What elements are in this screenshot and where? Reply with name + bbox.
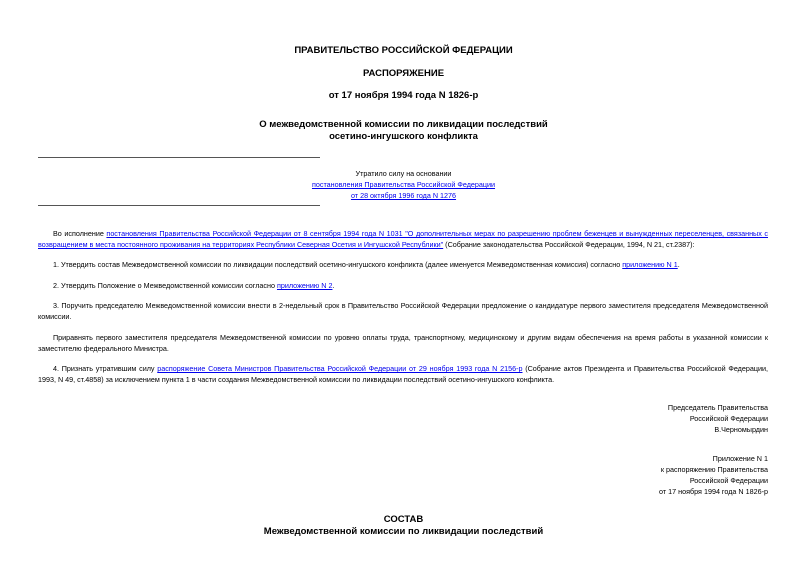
paragraph-item-4 (38, 363, 768, 385)
appendix-1-link[interactable]: приложению N 1 (622, 260, 678, 269)
document-title-line2: осетино-ингушского конфликта (329, 131, 478, 142)
decree-1031-link[interactable]: постановления Правительства Российской Федерации от 8 сентября 1994 года N 1031 "О дополнительных мерах по разрешению проблем беженцев и вынужденных переселенцев, связанных с возвращением в места постоянного проживания на территориях Республики Северная Осетия и Ингушской Республики" (38, 229, 768, 249)
item-3-text: 3. Поручить председателю Межведомственной комиссии внести в 2-недельный срок в Правительство Российской Федерации предложение о кандидатуре первого заместителя председателя Межведомственной комиссии. (38, 301, 768, 321)
repeal-decree-link[interactable]: постановления Правительства Российской Федерации (311, 180, 496, 189)
document-type-heading: РАСПОРЯЖЕНИЕ (362, 68, 445, 79)
item-1-text: 1. Утвердить состав Межведомственной комиссии по ликвидации последствий осетино-ингушского конфликта (далее именуется Межведомственная комиссия) согласно (53, 260, 623, 269)
paragraph-equalize (38, 332, 768, 354)
order-2156-link[interactable]: распоряжение Совета Министров Правительства Российской Федерации от 29 ноября 1993 года N 2156-р (157, 364, 523, 373)
government-heading: ПРАВИТЕЛЬСТВО РОССИЙСКОЙ ФЕДЕРАЦИИ (294, 45, 513, 56)
appendix-date: от 17 ноября 1994 года N 1826-р (659, 487, 768, 496)
composition-title: СОСТАВ (383, 514, 424, 525)
separator-top (38, 157, 320, 158)
appendix-country: Российской Федерации (689, 476, 768, 485)
paragraph-preamble (38, 228, 768, 250)
item-2-end: . (332, 281, 335, 290)
paragraph-item-3 (38, 300, 768, 322)
preamble-suffix: (Собрание законодательства Российской Федерации, 1994, N 21, ст.2387): (443, 240, 695, 249)
signature-title: Председатель Правительства (667, 403, 768, 412)
repeal-decree-date-link[interactable]: от 28 октября 1996 года N 1276 (350, 191, 457, 200)
repeal-note-text: Утратило силу на основании (355, 169, 452, 178)
repeal-note-link2-row (0, 190, 807, 201)
item-4-suffix: (Собрание актов Президента и Правительства Российской Федерации, 1993, N 49, ст.4858) за исключением пункта 1 в части создания Межведомственной комиссии по ликвидации последствий осетино-ингушского конфликта. (38, 364, 768, 384)
equalize-text: Приравнять первого заместителя председателя Межведомственной комиссии по уровню оплаты труда, транспортному, медицинскому и другим видам обеспечения на время работы в указанной комиссии к заместителю федерального Министра. (38, 333, 768, 353)
item-1-end: . (677, 260, 680, 269)
composition-subtitle: Межведомственной комиссии по ликвидации последствий (263, 526, 544, 537)
signature-name: В.Черномырдин (714, 425, 768, 434)
paragraph-item-1 (38, 259, 768, 270)
repeal-note-link1-row (0, 179, 807, 190)
appendix-2-link[interactable]: приложению N 2 (276, 281, 333, 290)
signature-country: Российской Федерации (689, 414, 768, 423)
document-date-number: от 17 ноября 1994 года N 1826-р (328, 90, 479, 101)
separator-bottom (38, 205, 320, 206)
item-4-prefix: 4. Признать утратившим силу (53, 364, 158, 373)
paragraph-item-2 (38, 280, 768, 291)
appendix-ref: к распоряжению Правительства (660, 465, 768, 474)
preamble-prefix: Во исполнение (53, 229, 107, 238)
appendix-label: Приложение N 1 (712, 454, 768, 463)
document-title-line1: О межведомственной комиссии по ликвидации последствий (259, 119, 548, 130)
item-2-text: 2. Утвердить Положение о Межведомственной комиссии согласно (53, 281, 277, 290)
